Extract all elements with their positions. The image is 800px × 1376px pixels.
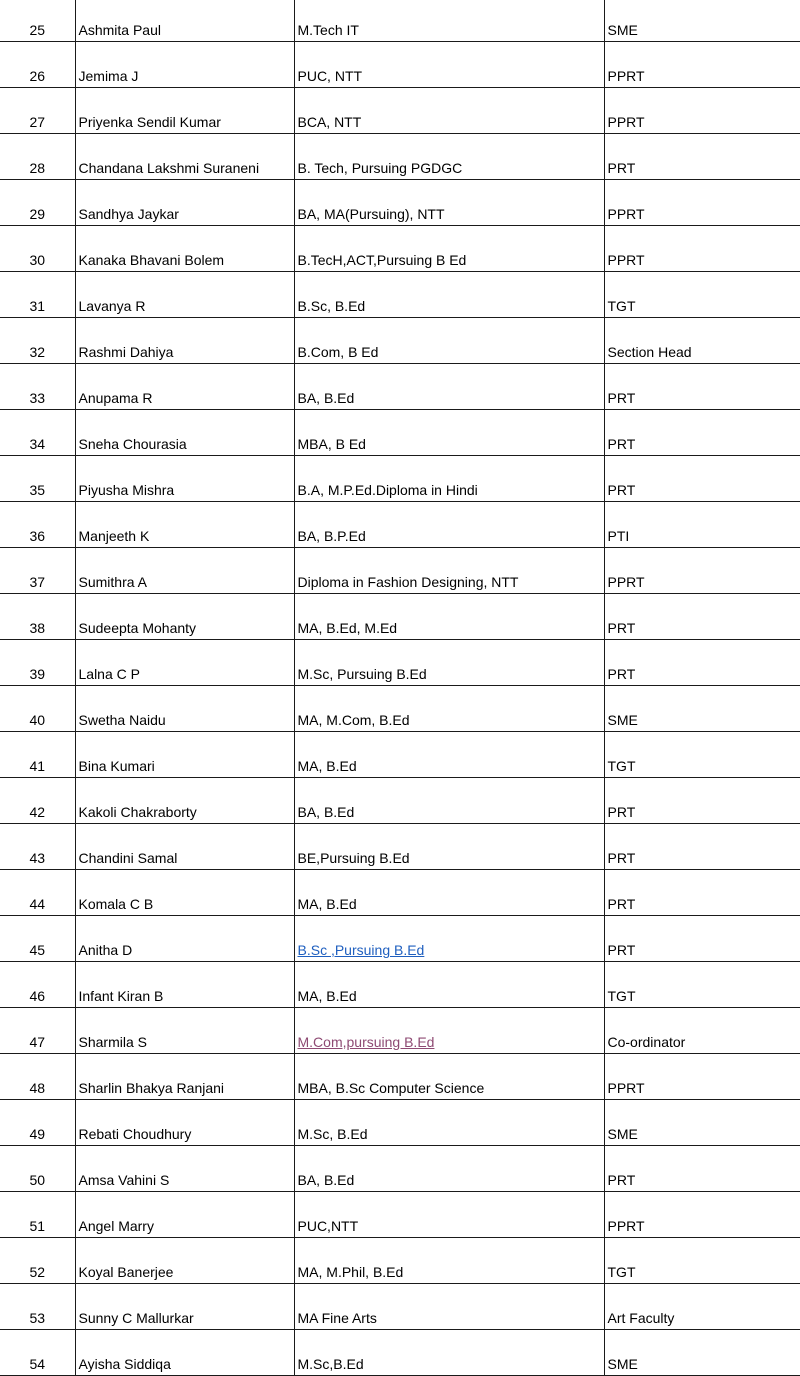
staff-name-cell: Sneha Chourasia: [75, 410, 294, 456]
staff-name-cell: Piyusha Mishra: [75, 456, 294, 502]
table-row: [0, 1238, 800, 1284]
designation-cell: PRT: [604, 364, 800, 410]
designation-cell: Section Head: [604, 318, 800, 364]
table-row: [0, 1146, 800, 1192]
staff-name-cell: Swetha Naidu: [75, 686, 294, 732]
staff-name-cell: Bina Kumari: [75, 732, 294, 778]
staff-name-cell: Sumithra A: [75, 548, 294, 594]
designation-cell: PRT: [604, 778, 800, 824]
staff-name-cell: Anitha D: [75, 916, 294, 962]
staff-name-cell: Chandini Samal: [75, 824, 294, 870]
table-row: [0, 1330, 800, 1376]
table-row: [0, 1008, 800, 1054]
serial-number-cell: 44: [0, 870, 75, 916]
table-row: [0, 594, 800, 640]
designation-cell: SME: [604, 686, 800, 732]
qualification-cell: MA, M.Com, B.Ed: [294, 686, 604, 732]
qualification-cell: M.Sc, Pursuing B.Ed: [294, 640, 604, 686]
serial-number-cell: 50: [0, 1146, 75, 1192]
table-row: [0, 640, 800, 686]
qualification-link[interactable]: B.Sc ,Pursuing B.Ed: [297, 942, 425, 958]
serial-number-cell: 28: [0, 134, 75, 180]
staff-name-cell: Sandhya Jaykar: [75, 180, 294, 226]
serial-number-cell: 29: [0, 180, 75, 226]
staff-name-cell: Lalna C P: [75, 640, 294, 686]
serial-number-cell: 31: [0, 272, 75, 318]
serial-number-cell: 42: [0, 778, 75, 824]
designation-cell: PRT: [604, 824, 800, 870]
serial-number-cell: 52: [0, 1238, 75, 1284]
qualification-cell: BE,Pursuing B.Ed: [294, 824, 604, 870]
serial-number-cell: 45: [0, 916, 75, 962]
staff-name-cell: Sharmila S: [75, 1008, 294, 1054]
serial-number-cell: 36: [0, 502, 75, 548]
staff-name-cell: Sunny C Mallurkar: [75, 1284, 294, 1330]
designation-cell: PPRT: [604, 42, 800, 88]
qualification-cell: BCA, NTT: [294, 88, 604, 134]
serial-number-cell: 33: [0, 364, 75, 410]
table-row: [0, 226, 800, 272]
serial-number-cell: 26: [0, 42, 75, 88]
serial-number-cell: 37: [0, 548, 75, 594]
staff-name-cell: Sudeepta Mohanty: [75, 594, 294, 640]
qualification-cell: MA, M.Phil, B.Ed: [294, 1238, 604, 1284]
designation-cell: PRT: [604, 594, 800, 640]
qualification-cell: BA, B.P.Ed: [294, 502, 604, 548]
staff-name-cell: Priyenka Sendil Kumar: [75, 88, 294, 134]
designation-cell: SME: [604, 0, 800, 42]
qualification-cell: [294, 1008, 604, 1054]
qualification-cell: MBA, B Ed: [294, 410, 604, 456]
designation-cell: PPRT: [604, 548, 800, 594]
table-row: [0, 0, 800, 42]
qualification-cell: BA, B.Ed: [294, 778, 604, 824]
designation-cell: TGT: [604, 962, 800, 1008]
serial-number-cell: 30: [0, 226, 75, 272]
staff-name-cell: Lavanya R: [75, 272, 294, 318]
qualification-cell: M.Sc,B.Ed: [294, 1330, 604, 1376]
qualification-cell: PUC,NTT: [294, 1192, 604, 1238]
qualification-cell: [294, 916, 604, 962]
designation-cell: PTI: [604, 502, 800, 548]
table-row: [0, 134, 800, 180]
staff-name-cell: Amsa Vahini S: [75, 1146, 294, 1192]
designation-cell: PPRT: [604, 1054, 800, 1100]
table-row: [0, 180, 800, 226]
qualification-cell: M.Sc, B.Ed: [294, 1100, 604, 1146]
qualification-cell: PUC, NTT: [294, 42, 604, 88]
table-row: [0, 456, 800, 502]
table-row: [0, 824, 800, 870]
serial-number-cell: 51: [0, 1192, 75, 1238]
staff-name-cell: Angel Marry: [75, 1192, 294, 1238]
staff-name-cell: Infant Kiran B: [75, 962, 294, 1008]
serial-number-cell: 25: [0, 0, 75, 42]
serial-number-cell: 27: [0, 88, 75, 134]
table-row: [0, 916, 800, 962]
table-row: [0, 88, 800, 134]
designation-cell: PPRT: [604, 180, 800, 226]
serial-number-cell: 46: [0, 962, 75, 1008]
table-row: [0, 42, 800, 88]
serial-number-cell: 35: [0, 456, 75, 502]
staff-name-cell: Chandana Lakshmi Suraneni: [75, 134, 294, 180]
designation-cell: Co-ordinator: [604, 1008, 800, 1054]
serial-number-cell: 43: [0, 824, 75, 870]
qualification-cell: BA, B.Ed: [294, 1146, 604, 1192]
qualification-cell: B.Com, B Ed: [294, 318, 604, 364]
serial-number-cell: 41: [0, 732, 75, 778]
designation-cell: PRT: [604, 640, 800, 686]
table-row: [0, 1192, 800, 1238]
serial-number-cell: 53: [0, 1284, 75, 1330]
table-row: [0, 1284, 800, 1330]
designation-cell: PPRT: [604, 88, 800, 134]
table-row: [0, 686, 800, 732]
designation-cell: PRT: [604, 134, 800, 180]
staff-name-cell: Kanaka Bhavani Bolem: [75, 226, 294, 272]
serial-number-cell: 48: [0, 1054, 75, 1100]
table-row: [0, 410, 800, 456]
qualification-cell: B.Sc, B.Ed: [294, 272, 604, 318]
qualification-cell: B.TecH,ACT,Pursuing B Ed: [294, 226, 604, 272]
table-row: [0, 318, 800, 364]
table-row: [0, 1054, 800, 1100]
designation-cell: PPRT: [604, 1192, 800, 1238]
serial-number-cell: 54: [0, 1330, 75, 1376]
designation-cell: PRT: [604, 870, 800, 916]
serial-number-cell: 40: [0, 686, 75, 732]
designation-cell: SME: [604, 1330, 800, 1376]
table-row: [0, 548, 800, 594]
staff-name-cell: Ashmita Paul: [75, 0, 294, 42]
staff-name-cell: Anupama R: [75, 364, 294, 410]
table-row: [0, 870, 800, 916]
table-row: [0, 962, 800, 1008]
staff-name-cell: Jemima J: [75, 42, 294, 88]
table-row: [0, 732, 800, 778]
staff-name-cell: Kakoli Chakraborty: [75, 778, 294, 824]
table-row: [0, 778, 800, 824]
table-row: [0, 364, 800, 410]
staff-name-cell: Sharlin Bhakya Ranjani: [75, 1054, 294, 1100]
qualification-cell: MA, B.Ed, M.Ed: [294, 594, 604, 640]
serial-number-cell: 49: [0, 1100, 75, 1146]
staff-name-cell: Rebati Choudhury: [75, 1100, 294, 1146]
qualification-cell: MA, B.Ed: [294, 962, 604, 1008]
staff-name-cell: Ayisha Siddiqa: [75, 1330, 294, 1376]
staff-name-cell: Komala C B: [75, 870, 294, 916]
qualification-cell: M.Tech IT: [294, 0, 604, 42]
staff-name-cell: Rashmi Dahiya: [75, 318, 294, 364]
designation-cell: PPRT: [604, 226, 800, 272]
serial-number-cell: 34: [0, 410, 75, 456]
designation-cell: PRT: [604, 916, 800, 962]
designation-cell: SME: [604, 1100, 800, 1146]
designation-cell: PRT: [604, 410, 800, 456]
serial-number-cell: 39: [0, 640, 75, 686]
staff-name-cell: Manjeeth K: [75, 502, 294, 548]
qualification-cell: MA, B.Ed: [294, 870, 604, 916]
qualification-cell: B. Tech, Pursuing PGDGC: [294, 134, 604, 180]
qualification-cell: Diploma in Fashion Designing, NTT: [294, 548, 604, 594]
qualification-cell: BA, B.Ed: [294, 364, 604, 410]
designation-cell: PRT: [604, 456, 800, 502]
serial-number-cell: 47: [0, 1008, 75, 1054]
qualification-cell: BA, MA(Pursuing), NTT: [294, 180, 604, 226]
qualification-link[interactable]: M.Com,pursuing B.Ed: [297, 1034, 435, 1050]
qualification-cell: B.A, M.P.Ed.Diploma in Hindi: [294, 456, 604, 502]
serial-number-cell: 32: [0, 318, 75, 364]
designation-cell: TGT: [604, 732, 800, 778]
staff-name-cell: Koyal Banerjee: [75, 1238, 294, 1284]
table-row: [0, 502, 800, 548]
qualification-cell: MBA, B.Sc Computer Science: [294, 1054, 604, 1100]
table-row: [0, 272, 800, 318]
qualification-cell: MA Fine Arts: [294, 1284, 604, 1330]
designation-cell: PRT: [604, 1146, 800, 1192]
designation-cell: Art Faculty: [604, 1284, 800, 1330]
designation-cell: TGT: [604, 272, 800, 318]
designation-cell: TGT: [604, 1238, 800, 1284]
qualification-cell: MA, B.Ed: [294, 732, 604, 778]
serial-number-cell: 38: [0, 594, 75, 640]
table-row: [0, 1100, 800, 1146]
